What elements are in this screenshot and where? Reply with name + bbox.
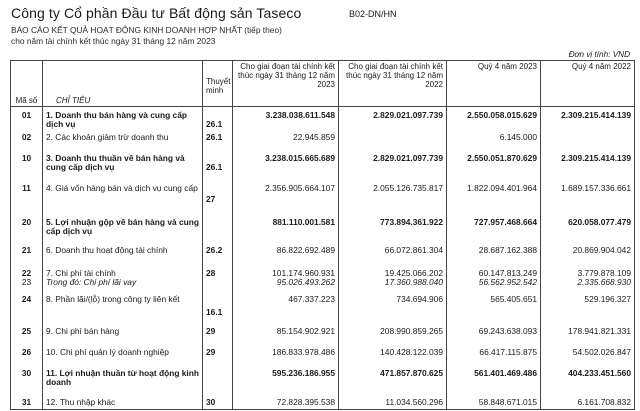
row-value-q4-2022: 404.233.451.560 bbox=[541, 364, 635, 393]
row-value-2023: 72.828.395.538 bbox=[233, 393, 339, 410]
row-note: 16.1 bbox=[203, 289, 233, 322]
row-subvalue-2023: 95.026.493.262 bbox=[276, 276, 335, 287]
row-value-q4-2022: 529.196.327 bbox=[541, 289, 635, 322]
row-note: 26.1 bbox=[203, 133, 233, 148]
row-value-q4-2023: 2.550.058.015.629 bbox=[447, 107, 541, 133]
column-header-name: CHỈ TIÊU bbox=[43, 61, 203, 107]
row-value-2022: 208.990.859.265 bbox=[339, 322, 447, 343]
table-row bbox=[11, 148, 635, 178]
row-value-2023: 595.236.186.955 bbox=[233, 364, 339, 393]
row-value-q4-2022: 2.309.215.414.139 bbox=[541, 148, 635, 178]
row-label: 9. Chi phí bán hàng bbox=[43, 322, 203, 343]
table-row bbox=[11, 343, 635, 364]
table-row bbox=[11, 133, 635, 148]
row-code: 21 bbox=[11, 241, 43, 262]
row-value-q4-2022: 620.058.077.479 bbox=[541, 208, 635, 241]
table-header-row bbox=[11, 61, 635, 107]
row-value-2022 bbox=[339, 133, 447, 148]
row-value-2023: 467.337.223 bbox=[233, 289, 339, 322]
row-value-2022: 66.072.861.304 bbox=[339, 241, 447, 262]
row-value-2022: 11.034.560.296 bbox=[339, 393, 447, 410]
row-note bbox=[203, 364, 233, 393]
row-value-q4-2022: 2.309.215.414.139 bbox=[541, 107, 635, 133]
row-code: 20 bbox=[11, 208, 43, 241]
row-label: 1. Doanh thu bán hàng và cung cấp dịch vụ bbox=[43, 107, 203, 133]
row-label: 3. Doanh thu thuần về bán hàng và cung cấp dịch vụ bbox=[43, 148, 203, 178]
row-note: 26.1 bbox=[203, 107, 233, 133]
table-row bbox=[11, 364, 635, 393]
report-period: cho năm tài chính kết thúc ngày 31 tháng 12 năm 2023 bbox=[11, 36, 216, 46]
row-code: 01 bbox=[11, 107, 43, 133]
row-label: 6. Doanh thu hoạt động tài chính bbox=[43, 241, 203, 262]
row-value-2023: 101.174.960.931 bbox=[272, 267, 335, 278]
row-code: 30 bbox=[11, 364, 43, 393]
table-row bbox=[11, 262, 635, 289]
row-note bbox=[203, 208, 233, 241]
table-row bbox=[11, 208, 635, 241]
row-value-2022: 773.894.361.922 bbox=[339, 208, 447, 241]
table-row bbox=[11, 322, 635, 343]
row-value-q4-2023: 561.401.469.486 bbox=[447, 364, 541, 393]
row-subvalue-q4-2022: 2.335.668.930 bbox=[577, 276, 631, 287]
row-note: 28 bbox=[203, 262, 233, 289]
income-statement-table bbox=[10, 60, 635, 410]
row-value-2023: 85.154.902.921 bbox=[233, 322, 339, 343]
row-sublabel: Trong đó: Chi phí lãi vay bbox=[46, 276, 137, 287]
row-value-2023: 86.822.692.489 bbox=[233, 241, 339, 262]
row-subvalue-q4-2023: 56.562.952.542 bbox=[478, 276, 537, 287]
row-code: 26 bbox=[11, 343, 43, 364]
row-label: 7. Chi phí tài chính bbox=[46, 267, 116, 278]
row-value-q4-2022: 6.161.708.832 bbox=[541, 393, 635, 410]
row-value-2022: 2.829.021.097.739 bbox=[339, 107, 447, 133]
row-value-2023: 3.238.015.665.689 bbox=[233, 148, 339, 178]
row-value-q4-2022: 20.869.904.042 bbox=[541, 241, 635, 262]
row-value-q4-2022: 3.779.878.109 bbox=[577, 267, 631, 278]
row-value-q4-2023: 727.957.468.664 bbox=[447, 208, 541, 241]
column-header-q4-2022: Quý 4 năm 2022 bbox=[541, 61, 635, 107]
row-label: 4. Giá vốn hàng bán và dịch vụ cung cấp bbox=[43, 178, 203, 208]
row-value-2023: 881.110.001.581 bbox=[233, 208, 339, 241]
row-subcode: 23 bbox=[21, 276, 32, 287]
row-value-2022: 2.829.021.097.739 bbox=[339, 148, 447, 178]
row-code: 24 bbox=[11, 289, 43, 322]
row-value-q4-2022: 178.941.821.331 bbox=[541, 322, 635, 343]
table-row bbox=[11, 289, 635, 322]
row-note: 29 bbox=[203, 343, 233, 364]
row-subvalue-2022: 17.360.988.040 bbox=[384, 276, 443, 287]
row-value-2022: 734.694.906 bbox=[339, 289, 447, 322]
row-code: 02 bbox=[11, 133, 43, 148]
row-value-2023: 2.356.905.664.107 bbox=[233, 178, 339, 208]
column-header-note: Thuyết minh bbox=[203, 61, 233, 107]
row-code: 22 bbox=[21, 267, 32, 278]
row-value-q4-2023: 60.147.813.249 bbox=[478, 267, 537, 278]
row-label: 10. Chi phí quản lý doanh nghiệp bbox=[43, 343, 203, 364]
row-value-q4-2023: 66.417.115.875 bbox=[447, 343, 541, 364]
column-header-code: Mã số bbox=[11, 61, 43, 107]
column-header-year-2023: Cho giai đoạn tài chính kết thúc ngày 31 tháng 12 năm 2023 bbox=[233, 61, 339, 107]
row-note: 27 bbox=[203, 178, 233, 208]
row-label: 2. Các khoản giảm trừ doanh thu bbox=[43, 133, 203, 148]
column-header-q4-2023: Quý 4 năm 2023 bbox=[447, 61, 541, 107]
row-value-q4-2022: 54.502.026.847 bbox=[541, 343, 635, 364]
table-row bbox=[11, 241, 635, 262]
row-note: 26.2 bbox=[203, 241, 233, 262]
row-note: 29 bbox=[203, 322, 233, 343]
row-value-2023: 22.945.859 bbox=[233, 133, 339, 148]
row-value-2022: 2.055.126.735.817 bbox=[339, 178, 447, 208]
row-value-q4-2023: 69.243.638.093 bbox=[447, 322, 541, 343]
table-row bbox=[11, 178, 635, 208]
table-row bbox=[11, 107, 635, 133]
report-title: BÁO CÁO KẾT QUẢ HOẠT ĐỘNG KINH DOANH HỢP NHẤT (tiếp theo) bbox=[11, 25, 282, 35]
row-value-q4-2022 bbox=[541, 133, 635, 148]
row-note: 26.1 bbox=[203, 148, 233, 178]
row-code: 10 bbox=[11, 148, 43, 178]
row-value-2023: 186.833.978.486 bbox=[233, 343, 339, 364]
currency-unit: Đơn vị tính: VND bbox=[568, 50, 630, 59]
row-label: 12. Thu nhập khác bbox=[43, 393, 203, 410]
row-value-q4-2023: 58.848.671.015 bbox=[447, 393, 541, 410]
row-code: 11 bbox=[11, 178, 43, 208]
row-code: 25 bbox=[11, 322, 43, 343]
column-header-year-2022: Cho giai đoạn tài chính kết thúc ngày 31 tháng 12 năm 2022 bbox=[339, 61, 447, 107]
row-value-2022: 140.428.122.039 bbox=[339, 343, 447, 364]
row-value-2023: 3.238.038.611.548 bbox=[233, 107, 339, 133]
row-label: 5. Lợi nhuận gộp về bán hàng và cung cấp dịch vụ bbox=[43, 208, 203, 241]
row-value-2022: 19.425.066.202 bbox=[384, 267, 443, 278]
row-code: 31 bbox=[11, 393, 43, 410]
row-label: 11. Lợi nhuận thuần từ hoạt động kinh doanh bbox=[43, 364, 203, 393]
row-note: 30 bbox=[203, 393, 233, 410]
row-value-q4-2023: 2.550.051.870.629 bbox=[447, 148, 541, 178]
form-code: B02-DN/HN bbox=[349, 9, 397, 19]
row-value-q4-2023: 1.822.094.401.964 bbox=[447, 178, 541, 208]
row-value-q4-2023: 6.145.000 bbox=[447, 133, 541, 148]
row-label: 8. Phần lãi/(lỗ) trong công ty liên kết bbox=[43, 289, 203, 322]
table-row bbox=[11, 393, 635, 410]
row-value-q4-2023: 565.405.651 bbox=[447, 289, 541, 322]
row-value-q4-2023: 28.687.162.388 bbox=[447, 241, 541, 262]
row-value-q4-2022: 1.689.157.336.661 bbox=[541, 178, 635, 208]
row-value-2022: 471.857.870.625 bbox=[339, 364, 447, 393]
company-name: Công ty Cổ phần Đầu tư Bất động sản Taseco bbox=[11, 5, 302, 21]
